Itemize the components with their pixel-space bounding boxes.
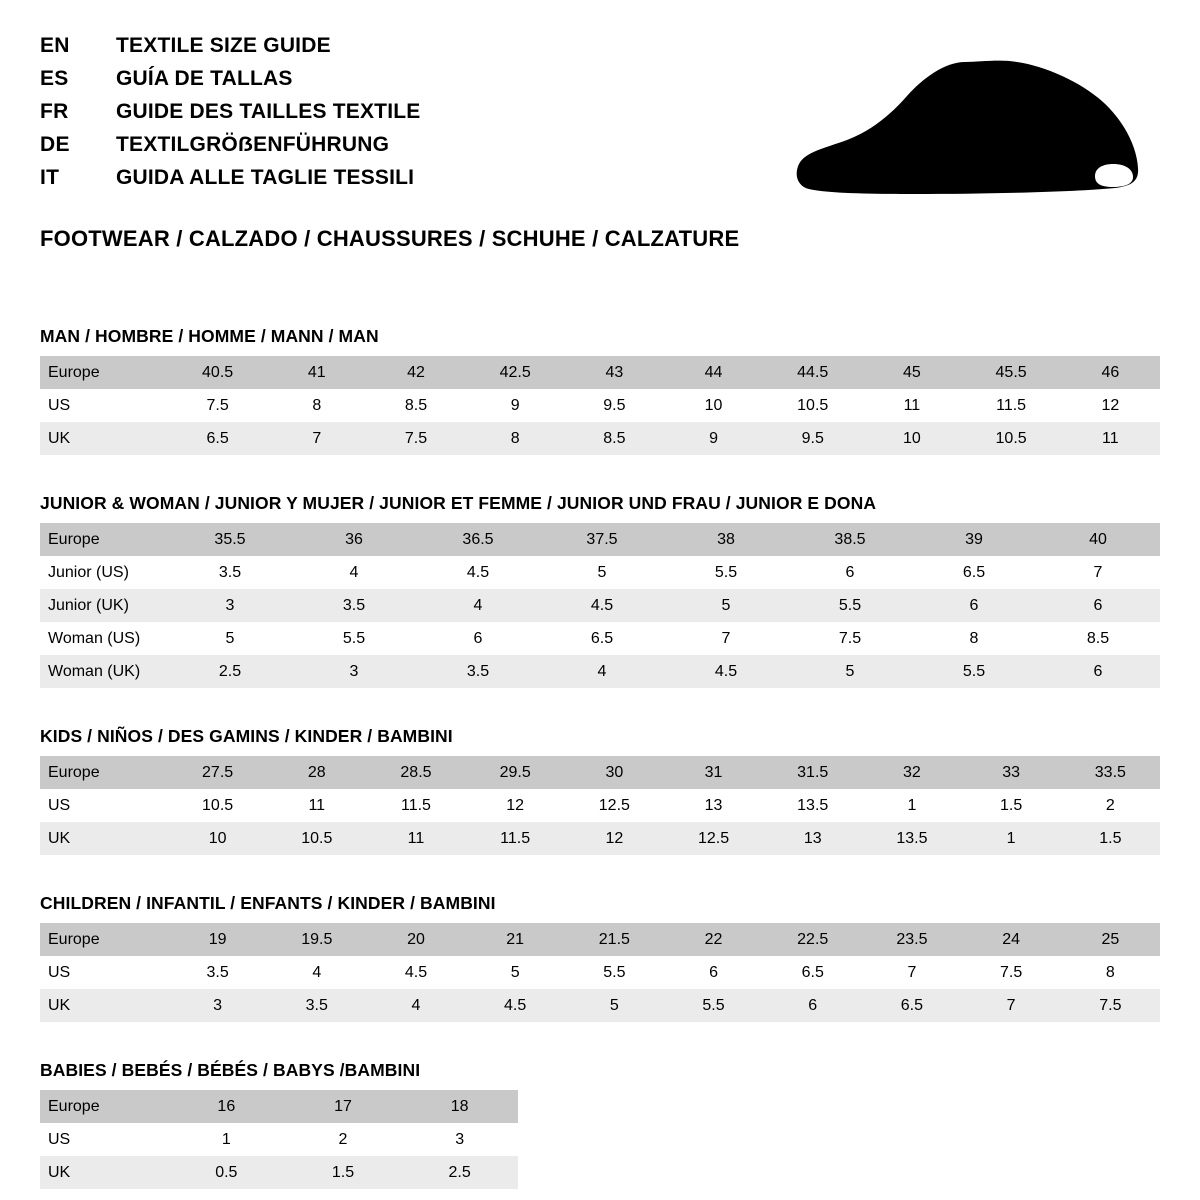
row-label: Europe xyxy=(40,756,168,789)
row-label: UK xyxy=(40,822,168,855)
cell: 3.5 xyxy=(292,589,416,622)
cell: 8 xyxy=(1061,956,1160,989)
cell: 27.5 xyxy=(168,756,267,789)
cell: 6.5 xyxy=(168,422,267,455)
cell: 7.5 xyxy=(962,956,1061,989)
cell: 6 xyxy=(788,556,912,589)
cell: 10.5 xyxy=(962,422,1061,455)
cell: 21.5 xyxy=(565,923,664,956)
cell: 4.5 xyxy=(366,956,465,989)
table-row xyxy=(40,356,1160,389)
row-label: Woman (US) xyxy=(40,622,168,655)
cell: 9 xyxy=(466,389,565,422)
cell: 6 xyxy=(1036,589,1160,622)
cell: 10.5 xyxy=(267,822,366,855)
cell: 7.5 xyxy=(1061,989,1160,1022)
cell: 37.5 xyxy=(540,523,664,556)
size-table-kids xyxy=(40,756,1160,855)
row-label: US xyxy=(40,389,168,422)
language-code: DE xyxy=(40,133,70,156)
row-label: US xyxy=(40,956,168,989)
cell: 5 xyxy=(788,655,912,688)
cell: 1 xyxy=(962,822,1061,855)
cell: 41 xyxy=(267,356,366,389)
language-title: TEXTILGRÖẞENFÜHRUNG xyxy=(116,133,390,156)
cell: 13.5 xyxy=(763,789,862,822)
size-table-babies xyxy=(40,1090,518,1189)
cell: 4 xyxy=(540,655,664,688)
cell: 3 xyxy=(168,589,292,622)
cell: 33.5 xyxy=(1061,756,1160,789)
language-title: GUIDA ALLE TAGLIE TESSILI xyxy=(116,166,415,189)
cell: 10 xyxy=(664,389,763,422)
section-title: CHILDREN / INFANTIL / ENFANTS / KINDER / BAMBINI xyxy=(40,893,496,913)
cell: 3.5 xyxy=(168,556,292,589)
cell: 38 xyxy=(664,523,788,556)
cell: 0.5 xyxy=(168,1156,285,1189)
row-label: UK xyxy=(40,989,168,1022)
cell: 10.5 xyxy=(763,389,862,422)
cell: 1.5 xyxy=(285,1156,402,1189)
table-row xyxy=(40,655,1160,688)
cell: 16 xyxy=(168,1090,285,1123)
section-man xyxy=(40,326,1160,455)
cell: 4.5 xyxy=(466,989,565,1022)
cell: 5.5 xyxy=(664,556,788,589)
cell: 7.5 xyxy=(366,422,465,455)
cell: 13.5 xyxy=(862,822,961,855)
cell: 3.5 xyxy=(416,655,540,688)
table-row xyxy=(40,1156,518,1189)
cell: 5 xyxy=(466,956,565,989)
cell: 30 xyxy=(565,756,664,789)
row-label: Europe xyxy=(40,356,168,389)
table-row xyxy=(40,956,1160,989)
cell: 18 xyxy=(401,1090,518,1123)
cell: 33 xyxy=(962,756,1061,789)
cell: 1 xyxy=(168,1123,285,1156)
cell: 10.5 xyxy=(168,789,267,822)
cell: 45 xyxy=(862,356,961,389)
cell: 5 xyxy=(565,989,664,1022)
cell: 7.5 xyxy=(168,389,267,422)
table-row xyxy=(40,523,1160,556)
footwear-category-title: FOOTWEAR / CALZADO / CHAUSSURES / SCHUHE / CALZATURE xyxy=(40,226,740,251)
cell: 4.5 xyxy=(540,589,664,622)
cell: 40.5 xyxy=(168,356,267,389)
cell: 6 xyxy=(416,622,540,655)
table-row xyxy=(40,589,1160,622)
cell: 13 xyxy=(664,789,763,822)
cell: 20 xyxy=(366,923,465,956)
cell: 6 xyxy=(664,956,763,989)
cell: 4.5 xyxy=(416,556,540,589)
section-title: KIDS / NIÑOS / DES GAMINS / KINDER / BAMBINI xyxy=(40,726,453,746)
row-label: UK xyxy=(40,422,168,455)
cell: 40 xyxy=(1036,523,1160,556)
row-label: Junior (UK) xyxy=(40,589,168,622)
section-babies xyxy=(40,1060,1160,1189)
cell: 2.5 xyxy=(401,1156,518,1189)
row-label: Europe xyxy=(40,523,168,556)
cell: 4.5 xyxy=(664,655,788,688)
cell: 12 xyxy=(466,789,565,822)
cell: 10 xyxy=(168,822,267,855)
table-row xyxy=(40,389,1160,422)
section-children xyxy=(40,893,1160,1022)
cell: 44.5 xyxy=(763,356,862,389)
cell: 3 xyxy=(292,655,416,688)
cell: 2.5 xyxy=(168,655,292,688)
dress-shoe-icon xyxy=(795,56,1140,196)
cell: 1 xyxy=(862,789,961,822)
row-label: Woman (UK) xyxy=(40,655,168,688)
cell: 2 xyxy=(285,1123,402,1156)
cell: 9.5 xyxy=(565,389,664,422)
row-label: US xyxy=(40,789,168,822)
cell: 7 xyxy=(962,989,1061,1022)
language-title: GUIDE DES TAILLES TEXTILE xyxy=(116,100,421,123)
cell: 23.5 xyxy=(862,923,961,956)
cell: 3.5 xyxy=(168,956,267,989)
cell: 4 xyxy=(292,556,416,589)
size-table-children xyxy=(40,923,1160,1022)
cell: 6.5 xyxy=(540,622,664,655)
table-row xyxy=(40,556,1160,589)
cell: 6.5 xyxy=(862,989,961,1022)
cell: 6 xyxy=(763,989,862,1022)
cell: 2 xyxy=(1061,789,1160,822)
cell: 7.5 xyxy=(788,622,912,655)
cell: 6 xyxy=(912,589,1036,622)
cell: 29.5 xyxy=(466,756,565,789)
cell: 5.5 xyxy=(788,589,912,622)
cell: 36.5 xyxy=(416,523,540,556)
cell: 4 xyxy=(267,956,366,989)
cell: 8.5 xyxy=(366,389,465,422)
section-title: JUNIOR & WOMAN / JUNIOR Y MUJER / JUNIOR ET FEMME / JUNIOR UND FRAU / JUNIOR E DONA xyxy=(40,493,877,513)
cell: 7 xyxy=(267,422,366,455)
section-junior-woman xyxy=(40,493,1160,688)
cell: 7 xyxy=(862,956,961,989)
cell: 4 xyxy=(416,589,540,622)
row-label: UK xyxy=(40,1156,168,1189)
row-label: Europe xyxy=(40,1090,168,1123)
cell: 10 xyxy=(862,422,961,455)
table-row xyxy=(40,1090,518,1123)
language-title: GUÍA DE TALLAS xyxy=(116,67,293,90)
cell: 11 xyxy=(267,789,366,822)
cell: 1.5 xyxy=(1061,822,1160,855)
cell: 22 xyxy=(664,923,763,956)
cell: 28.5 xyxy=(366,756,465,789)
cell: 6.5 xyxy=(763,956,862,989)
cell: 6.5 xyxy=(912,556,1036,589)
table-row xyxy=(40,756,1160,789)
cell: 5 xyxy=(540,556,664,589)
cell: 31 xyxy=(664,756,763,789)
cell: 3 xyxy=(401,1123,518,1156)
table-row xyxy=(40,822,1160,855)
cell: 22.5 xyxy=(763,923,862,956)
cell: 3 xyxy=(168,989,267,1022)
table-row xyxy=(40,989,1160,1022)
table-row xyxy=(40,422,1160,455)
cell: 19 xyxy=(168,923,267,956)
cell: 12 xyxy=(565,822,664,855)
cell: 42 xyxy=(366,356,465,389)
cell: 5.5 xyxy=(292,622,416,655)
cell: 5.5 xyxy=(912,655,1036,688)
cell: 8.5 xyxy=(565,422,664,455)
cell: 4 xyxy=(366,989,465,1022)
language-code: IT xyxy=(40,166,60,189)
cell: 32 xyxy=(862,756,961,789)
cell: 43 xyxy=(565,356,664,389)
cell: 6 xyxy=(1036,655,1160,688)
cell: 35.5 xyxy=(168,523,292,556)
section-kids xyxy=(40,726,1160,855)
cell: 45.5 xyxy=(962,356,1061,389)
cell: 25 xyxy=(1061,923,1160,956)
cell: 36 xyxy=(292,523,416,556)
language-title: TEXTILE SIZE GUIDE xyxy=(116,34,331,57)
language-code: EN xyxy=(40,34,70,57)
cell: 8 xyxy=(466,422,565,455)
cell: 5.5 xyxy=(565,956,664,989)
cell: 11.5 xyxy=(366,789,465,822)
cell: 46 xyxy=(1061,356,1160,389)
cell: 12 xyxy=(1061,389,1160,422)
cell: 8 xyxy=(267,389,366,422)
cell: 5.5 xyxy=(664,989,763,1022)
cell: 21 xyxy=(466,923,565,956)
cell: 1.5 xyxy=(962,789,1061,822)
cell: 42.5 xyxy=(466,356,565,389)
cell: 44 xyxy=(664,356,763,389)
section-title: BABIES / BEBÉS / BÉBÉS / BABYS /BAMBINI xyxy=(40,1060,421,1080)
cell: 39 xyxy=(912,523,1036,556)
table-row xyxy=(40,923,1160,956)
cell: 9 xyxy=(664,422,763,455)
cell: 9.5 xyxy=(763,422,862,455)
table-row xyxy=(40,622,1160,655)
cell: 8 xyxy=(912,622,1036,655)
cell: 11.5 xyxy=(962,389,1061,422)
row-label: Europe xyxy=(40,923,168,956)
cell: 11.5 xyxy=(466,822,565,855)
cell: 8.5 xyxy=(1036,622,1160,655)
table-row xyxy=(40,789,1160,822)
cell: 11 xyxy=(862,389,961,422)
size-table-junior-woman xyxy=(40,523,1160,688)
cell: 38.5 xyxy=(788,523,912,556)
cell: 11 xyxy=(1061,422,1160,455)
section-title: MAN / HOMBRE / HOMME / MANN / MAN xyxy=(40,326,379,346)
cell: 24 xyxy=(962,923,1061,956)
cell: 31.5 xyxy=(763,756,862,789)
page-header xyxy=(40,34,1160,204)
cell: 13 xyxy=(763,822,862,855)
language-code: FR xyxy=(40,100,69,123)
cell: 5 xyxy=(168,622,292,655)
cell: 7 xyxy=(1036,556,1160,589)
language-code: ES xyxy=(40,67,69,90)
cell: 11 xyxy=(366,822,465,855)
row-label: US xyxy=(40,1123,168,1156)
cell: 12.5 xyxy=(565,789,664,822)
table-row xyxy=(40,1123,518,1156)
cell: 28 xyxy=(267,756,366,789)
cell: 7 xyxy=(664,622,788,655)
cell: 19.5 xyxy=(267,923,366,956)
cell: 3.5 xyxy=(267,989,366,1022)
cell: 5 xyxy=(664,589,788,622)
cell: 17 xyxy=(285,1090,402,1123)
cell: 12.5 xyxy=(664,822,763,855)
size-table-man xyxy=(40,356,1160,455)
row-label: Junior (US) xyxy=(40,556,168,589)
